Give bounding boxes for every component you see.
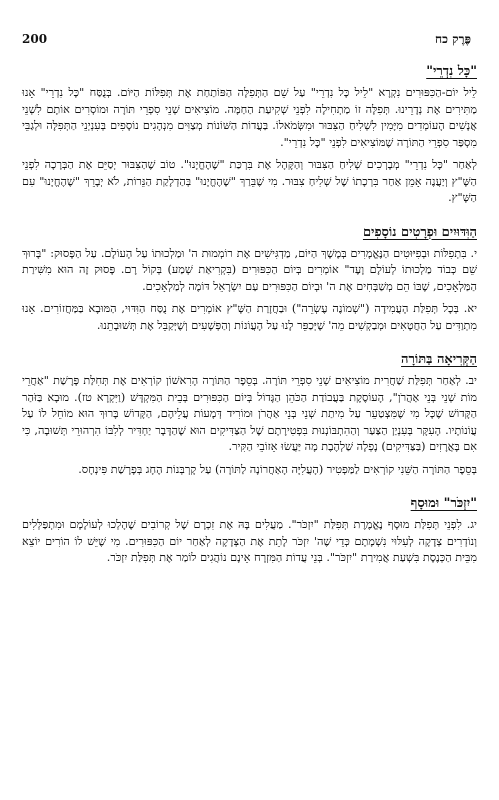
paragraph-11: יא. בְּכָל תְּפִלַּת הָעֲמִידָה ("שְׁמוֹנֶה עֶשְׂרֵה") וּבַחֲזָרַת הַשָּׁ"ץ אוֹמְרִים אֶת נֻסַּח הַוִּדּוּי, הַמּוּבָא בַּמַּחֲזוֹרִים. אָנוּ מִתְוַדִּים עַל הַחֲטָאִים וּמְבַקְשִׁים מֵה' שֶׁיְּכַפֵּר לָנוּ עַל הָעֲוֹנוֹת וְהַפְּשָׁעִים וְשֶׁיְּקַבֵּל אֶת תְּשׁוּבָתֵנוּ. <box>22 302 477 332</box>
section-yizkor-musaf <box>22 494 477 567</box>
chapter-title: פֶּרֶק כח <box>435 32 471 46</box>
page-header <box>22 32 477 50</box>
section-title: "כָּל נִדְרֵי" <box>426 64 477 79</box>
section-title: "יִזְכֹּר" וּמוּסָף <box>410 496 477 511</box>
section-torah-reading <box>22 350 477 478</box>
section-title: הַקְּרִיאָה בַּתּוֹרָה <box>401 352 477 367</box>
paragraph: בְּסֵפֶר הַתּוֹרָה הַשֵּׁנִי קוֹרְאִים לַמַּפְטִיר (הָעֲלִיָּה הָאַחֲרוֹנָה לַתּוֹרָה) עַל קָרְבְּנוֹת הֶחָג בְּפָרָשַׁת פִּינְחָס. <box>78 462 477 476</box>
page-number: 200 <box>22 32 48 46</box>
section-viduyim <box>22 223 477 335</box>
section-title: הַוִּדּוּיִים וּפְרָטִים נוֹסָפִים <box>362 224 477 240</box>
paragraph-12: יב. לְאַחַר תְּפִלַּת שַׁחֲרִית מוֹצִיאִים שְׁנֵי סִפְרֵי תּוֹרָה. בְּסֵפֶר הַתּוֹרָה הָרִאשׁוֹן קוֹרְאִים אֶת תְּחִלַּת פָּרָשַׁת "אַחֲרֵי מוֹת שְׁנֵי בְּנֵי אַהֲרֹן", הָעוֹסֶקֶת בַּעֲבוֹדַת הַכֹּהֵן הַגָּדוֹל בְּיוֹם הַכִּפּוּרִים בְּבֵית הַמִּקְדָּשׁ (וַיִּקְרָא טז). מוּבָא בַּזֹּהַר הַקָּדוֹשׁ שֶׁכָּל מִי שֶׁמִּצְטַעֵר עַל מִיתַת שְׁנֵי בְּנֵי אַהֲרֹן וּמוֹרִיד דְּמָעוֹת עֲלֵיהֶם, הַקָּדוֹשׁ בָּרוּךְ הוּא מוֹחֵל לוֹ עַל עֲוֹנוֹתָיו. הָעִקָּר בְּעִנְיַן הַצַּעַר וְהַהִתְבּוֹנְנוּת בִּפְטִירָתָם שֶׁל הַצַּדִּיקִים הוּא שֶׁהַדָּבָר יַחְדִּיר לְלִבּוֹ הִרְהוּרֵי תְּשׁוּבָה, כִּי אִם בָּאֲרָזִים (בַּצַּדִּיקִים) נָפְלָה שַׁלְהֶבֶת מָה יַּעֲשׂוּ אֵזוֹבֵי הַקִּיר. <box>22 374 477 453</box>
page-content <box>22 62 477 573</box>
paragraph: לֵיל יוֹם-הַכִּפּוּרִים נִקְרָא "לֵיל כָּל נִדְרֵי" עַל שֵׁם הַתְּפִלָּה הַפּוֹתַחַת אֶת תְּפִלּוֹת הַיּוֹם. בְּנֻסַּח "כָּל נִדְרֵי" אָנוּ מַתִּירִים אֶת נְדָרֵינוּ. תְּפִלָּה זוֹ מַתְחִילָה לִפְנֵי שְׁקִיעַת הַחַמָּה. מוֹצִיאִים שְׁנֵי סִפְרֵי תּוֹרָה וּמוֹסְרִים אוֹתָם לִשְׁנֵי אֲנָשִׁים הָעוֹמְדִים מִיָּמִין לִשְׁלִיחַ הַצִּבּוּר וּמִשְּׂמֹאלוֹ. בַּעֲדוֹת הַשּׁוֹנוֹת מְצַוִּים מִנְהָגִים נוֹסָפִים בְּעִנְיְנֵי הַתְּפִלָּה וּלְגַבֵּי מִסְפַּר סִפְרֵי הַתּוֹרָה שֶׁמּוֹצִיאִים לִפְנֵי "כָּל נִדְרֵי". <box>22 86 477 149</box>
paragraph: לְאַחַר "כָּל נִדְרֵי" מְבָרְכִים שְׁלִיחַ הַצִּבּוּר וְהַקָּהָל אֶת בִּרְכַּת "שֶׁהֶחֱיָנוּ". טוֹב שֶׁהַצִּבּוּר יְסַיֵּם אֶת הַבְּרָכָה לִפְנֵי הַשָּׁ"ץ וְיַעֲנֶה אָמֵן אַחַר בִּרְכָתוֹ שֶׁל שְׁלִיחַ צִבּוּר. מִי שֶׁבֵּרַךְ "שֶׁהֶחֱיָנוּ" בְּהַדְלָקַת הַנֵּרוֹת, לֹא יְבָרֵךְ "שֶׁהֶחֱיָנוּ" עִם הַשָּׁ"ץ. <box>22 158 477 204</box>
section-kol-nidrei <box>22 62 477 207</box>
paragraph-10: י. בִּתְפִלּוֹת וּבְפִיּוּטִים הַנֶּאֱמָרִים בְּמֶשֶׁךְ הַיּוֹם, מַדְגִּישִׁים אֶת רוֹמְמוּת ה' וּמַלְכוּתוֹ עַל הָעוֹלָם. עַל הַפָּסוּק: "בָּרוּךְ שֵׁם כְּבוֹד מַלְכוּתוֹ לְעוֹלָם וָעֶד" אוֹמְרִים בְּיוֹם הַכִּפּוּרִים (בִּקְרִיאַת שְׁמַע) בְּקוֹל רָם. פָּסוּק זֶה הוּא מִשִּׁירַת הַמַּלְאָכִים, שֶׁבּוֹ הֵם מְשַׁבְּחִים אֶת ה' וּבְיוֹם הַכִּפּוּרִים עַם יִשְׂרָאֵל דּוֹמֶה לְמַלְאָכִים. <box>22 246 477 293</box>
paragraph-13: יג. לִפְנֵי תְּפִלַּת מוּסָף נֶאֱמֶרֶת תְּפִלַּת "יִזְכֹּר". מַעֲלִים בָּהּ אֶת זִכְרָם שֶׁל קְרוֹבִים שֶׁהָלְכוּ לְעוֹלָמָם וּמִתְפַּלְּלִים וְנוֹדְרִים צְדָקָה לְעִלּוּי נִשְׁמָתָם כְּדֵי שֶׁה' יִזְכֹּר לָתֵת אֶת הַצְּדָקָה לְאַחַר יוֹם הַכִּפּוּרִים. מִי שֶׁיֵּשׁ לוֹ הוֹרִים יוֹצֵא מִבֵּית הַכְּנֶסֶת בִּשְׁעַת אֲמִירַת "יִזְכֹּר". בְּנֵי עֲדוֹת הַמִּזְרָח אֵינָם נוֹהֲגִים לוֹמַר אֶת תְּפִלַּת יִזְכֹּר. <box>22 518 477 564</box>
